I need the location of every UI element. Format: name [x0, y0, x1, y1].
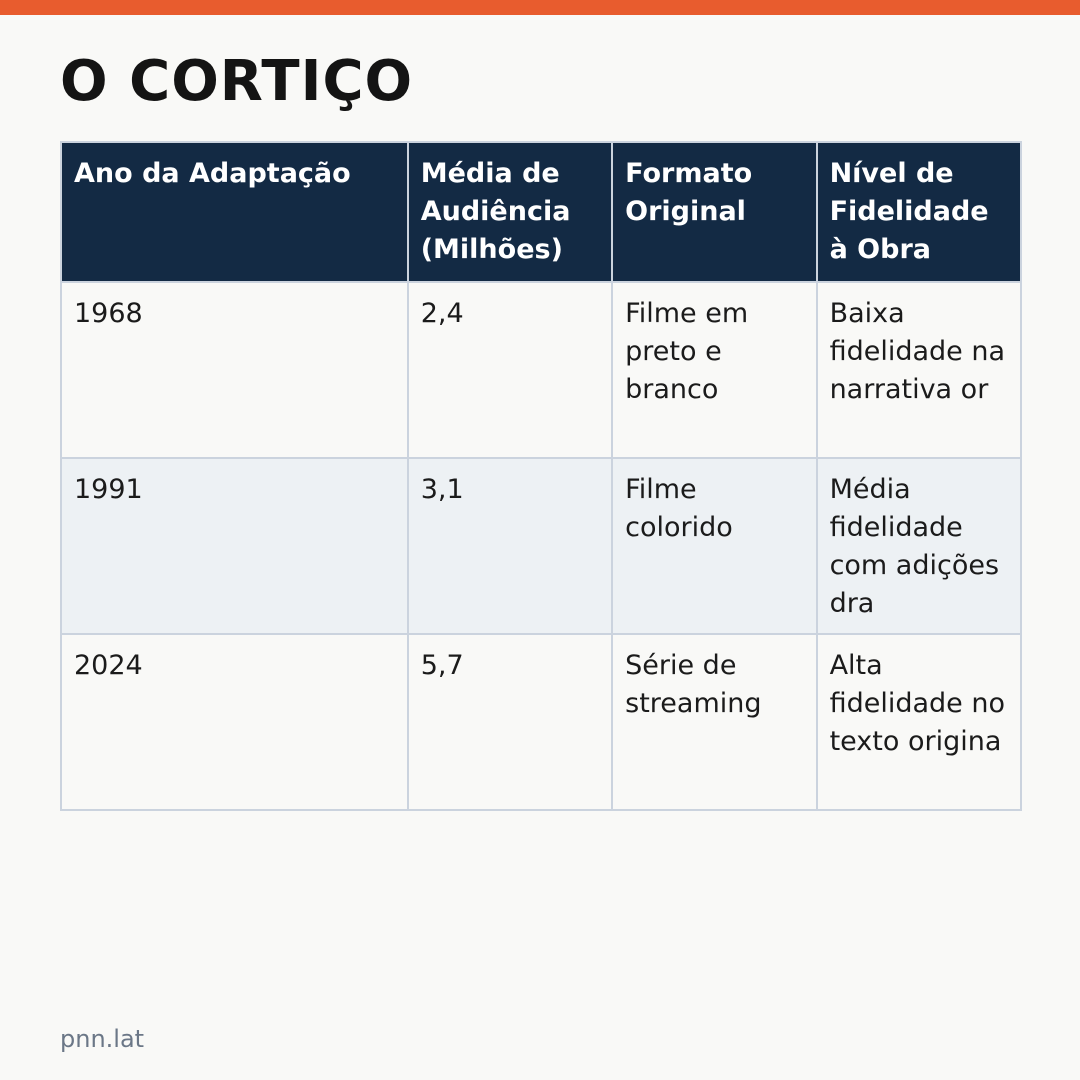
data-table-container [60, 141, 1022, 811]
cell-fidelity: Alta fidelidade no texto origina [817, 634, 1021, 810]
cell-format: Filme em preto e branco [612, 282, 816, 458]
table-row [61, 282, 1021, 458]
cell-fidelity: Média fidelidade com adições dra [817, 458, 1021, 634]
cell-audience: 3,1 [408, 458, 612, 634]
column-header-format: Formato Original [612, 142, 816, 282]
cell-year: 1991 [61, 458, 408, 634]
page-title: O CORTIÇO [60, 49, 414, 114]
table-row [61, 634, 1021, 810]
column-header-fidelity: Nível de Fidelidade à Obra [817, 142, 1021, 282]
cell-year: 1968 [61, 282, 408, 458]
cell-fidelity: Baixa fidelidade na narrativa or [817, 282, 1021, 458]
accent-bar [0, 0, 1080, 15]
cell-audience: 2,4 [408, 282, 612, 458]
footer-source: pnn.lat [60, 1025, 145, 1053]
cell-format: Série de streaming [612, 634, 816, 810]
table-header-row [61, 142, 1021, 282]
column-header-audience: Média de Audiência (Milhões) [408, 142, 612, 282]
cell-audience: 5,7 [408, 634, 612, 810]
cell-format: Filme colorido [612, 458, 816, 634]
data-table [60, 141, 1022, 811]
column-header-year: Ano da Adaptação [61, 142, 408, 282]
cell-year: 2024 [61, 634, 408, 810]
table-row [61, 458, 1021, 634]
